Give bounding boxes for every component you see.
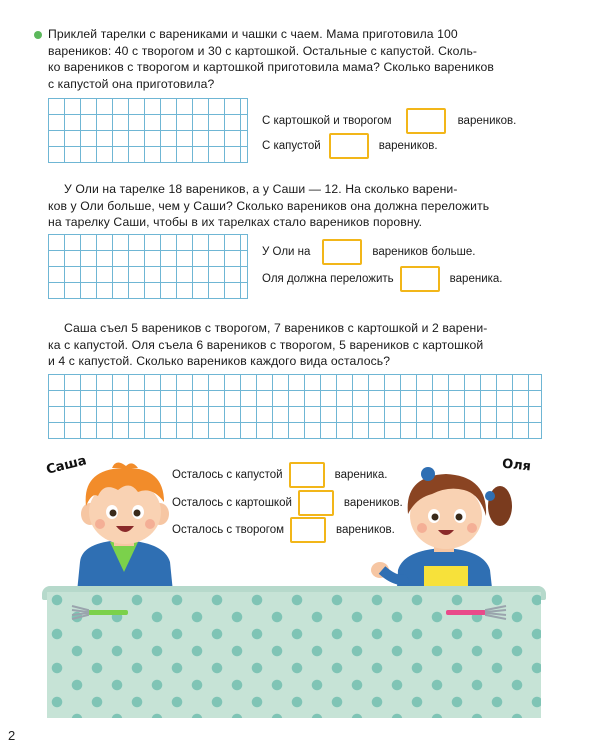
task2-answer1: [262, 239, 475, 265]
task1-text: [48, 26, 542, 92]
task2-line: ков у Оли больше, чем у Саши? Сколько вареников она должна переложить: [48, 198, 490, 213]
page-number: 2: [8, 728, 16, 743]
boy-illustration: [52, 462, 202, 602]
boy-fork-icon: [70, 598, 130, 628]
task3-line: ка с капустой. Оля съела 6 вареников с творогом, 5 вареников с картошкой: [48, 337, 484, 352]
task1-answer1-box[interactable]: [406, 108, 446, 134]
task2-text: [48, 181, 542, 231]
task1-line: Приклей тарелки с варениками и чашки с чаем. Мама приготовила 100: [48, 27, 458, 41]
task3-line: Саша съел 5 вареников с творогом, 7 вареников с картошкой и 2 варени-: [64, 321, 488, 335]
task3-answer1-box[interactable]: [289, 462, 325, 488]
answer-unit: вареников.: [336, 524, 395, 536]
answer-label: Оля должна переложить: [262, 273, 394, 285]
answer-label: Осталось с капустой: [172, 469, 283, 481]
task1-answer2-box[interactable]: [329, 133, 369, 159]
task2-line: на тарелку Саши, чтобы в их тарелках стало вареников поровну.: [48, 215, 423, 229]
girl-name-label: Оля: [501, 456, 532, 475]
task1-answer-grid[interactable]: [48, 98, 248, 163]
task3-answer1: [172, 462, 387, 488]
answer-unit: вареников.: [343, 497, 403, 509]
task2-line: У Оли на тарелке 18 вареников, а у Саши — 12. На сколько варени-: [64, 182, 458, 196]
girl-illustration: [368, 466, 518, 606]
task1-line: с капустой она приготовила?: [48, 76, 215, 91]
task3-answer-grid[interactable]: [48, 374, 542, 439]
answer-unit: вареника.: [334, 469, 388, 481]
answer-unit: вареников больше.: [372, 246, 476, 258]
answer-label: У Оли на: [262, 246, 311, 258]
task3-answer3: [172, 517, 395, 543]
task1-line: ко вареников с творогом и картошкой приготовила мама? Сколько вареников: [48, 60, 494, 74]
task2-answer2-box[interactable]: [400, 266, 440, 292]
answer-unit: вареников.: [378, 140, 438, 152]
answer-label: С картошкой и творогом: [262, 115, 392, 127]
task1-line: вареников: 40 с творогом и 30 с картошкой. Остальные с капустой. Сколь-: [48, 43, 478, 58]
boy-name-label: Саша: [44, 453, 89, 478]
task3-line: и 4 с капустой. Сколько вареников каждого вида осталось?: [48, 354, 391, 368]
task3-answer3-box[interactable]: [290, 517, 326, 543]
girl-fork-icon: [444, 598, 508, 628]
answer-unit: вареника.: [449, 273, 503, 285]
task3-text: [48, 320, 542, 370]
task-bullet-dot: [34, 31, 42, 39]
task2-answer1-box[interactable]: [322, 239, 362, 265]
answer-unit: вареников.: [457, 115, 517, 127]
answer-label: Осталось с картошкой: [172, 497, 292, 509]
task2-answer-grid[interactable]: [48, 234, 248, 299]
task1-answer2: [262, 133, 438, 159]
task3-answer2-box[interactable]: [298, 490, 334, 516]
task2-answer2: [262, 266, 503, 292]
task1-answer1: [262, 108, 516, 134]
answer-label: Осталось с творогом: [172, 524, 285, 536]
answer-label: С капустой: [262, 140, 321, 152]
